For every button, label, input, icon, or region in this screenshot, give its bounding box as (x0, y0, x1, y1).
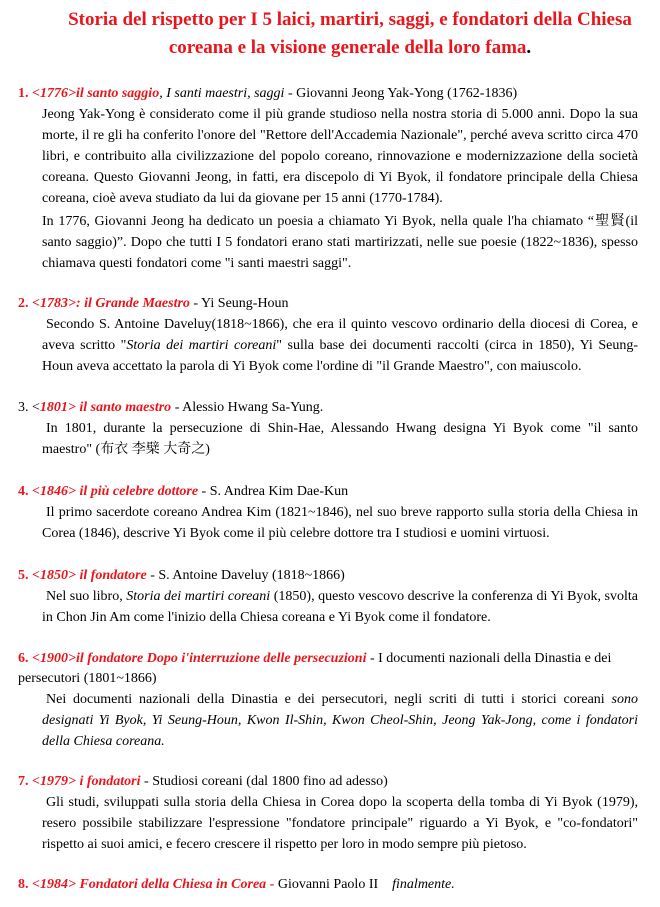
section-1850 (18, 566, 638, 628)
section-paragraph: Jeong Yak-Yong è considerato come il più grande studioso nella nostra storia di 5.000 anni. Dopo la sua morte, il re gli ha conferito l'onore del "Rettore dell'Accademia Nazionale", perché aveva scritto circa 470 libri, e contribuito alla civilizzazione del popolo coreano, rinnovazione e modernizzazione della società coreana. Questo Giovanni Jeong, in fatti, era discepolo di Yi Byok, il fondatore principale della Chiesa coreana, cioè aveva studiato da lui da giovane per 15 anni (1770-1784). (42, 107, 638, 206)
title-period: . (526, 37, 532, 58)
section-1783 (18, 294, 638, 377)
section-1984 (18, 875, 638, 895)
page-title (60, 6, 640, 62)
section-heading: 7. <1979> i fondatori - Studiosi coreani (dal 1800 fino ad adesso) (18, 774, 388, 789)
section-1900 (18, 649, 638, 752)
section-1846 (18, 482, 638, 544)
section-heading: 6. <1900>il fondatore Dopo i'interruzione delle persecuzioni - I documenti nazionali della Dinastia e dei persecutori (1801~1866) (18, 651, 612, 686)
section-heading: 3. <1801> il santo maestro - Alessio Hwang Sa-Yung. (18, 400, 324, 415)
section-paragraph: Il primo sacerdote coreano Andrea Kim (1821~1846), nel suo breve rapporto sulla storia della Chiesa in Corea (1846), descrive Yi Byok come il più celebre dottore tra I studiosi e uomini virtuosi. (42, 505, 638, 541)
section-heading: 1. <1776>il santo saggio, I santi maestri, saggi - Giovanni Jeong Yak-Yong (1762-1836) (18, 86, 518, 101)
section-paragraph: Nel suo libro, Storia dei martiri coreani (1850), questo vescovo descrive la conferenza di Yi Byok, svolta in Chon Jin Am come l'inizio della Chiesa coreana e Yi Byok come il fondatore. (42, 589, 638, 625)
section-paragraph: Secondo S. Antoine Daveluy(1818~1866), che era il quinto vescovo ordinario della diocesi di Corea, e aveva scritto "Storia dei martiri coreani" sulla base dei documenti raccolti (circa in 1850), Yi Seung-Houn aveva accettato la parola di Yi Byok come l'ordine di "il Grande Maestro", con maiuscolo. (42, 317, 638, 374)
section-1801 (18, 398, 638, 460)
section-heading: 2. <1783>: il Grande Maestro - Yi Seung-Houn (18, 296, 289, 311)
section-heading: 8. <1984> Fondatori della Chiesa in Corea - Giovanni Paolo II finalmente. (18, 877, 455, 892)
title-line-2: coreana e la visione generale della loro fama. (168, 37, 532, 58)
section-paragraph: Nei documenti nazionali della Dinastia e dei persecutori, negli scriti di tutti i storici coreani sono designati Yi Byok, Yi Seung-Houn, Kwon Il-Shin, Kwon Cheol-Shin, Jeong Yak-Jong, come i fondatori della Chiesa coreana. (42, 692, 638, 749)
section-1776 (18, 84, 638, 274)
section-paragraph: In 1801, durante la persecuzione di Shin-Hae, Alessando Hwang designa Yi Byok come "il santo maestro" (布衣 李檗 大奇之) (42, 421, 638, 457)
title-line-1: Storia del rispetto per I 5 laici, martiri, saggi, e fondatori della Chiesa (68, 9, 632, 30)
section-paragraph: Gli studi, sviluppati sulla storia della Chiesa in Corea dopo la scoperta della tomba di Yi Byok (1979), resero possibile stabilizzare l'espressione "fondatore principale" riguardo a Yi Byok, e "co-fondatori" rispetto ai suoi amici, e fecero crescere il rispetto per loro in modo sempre più pietoso. (42, 795, 638, 852)
section-paragraph-2: In 1776, Giovanni Jeong ha dedicato un poesia a chiamato Yi Byok, nella quale l'ha chiamato “聖賢(il santo saggio)”. Dopo che tutti I 5 fondatori erano stati martirizzati, nelle sue poesie (1822~1836), spesso chiamava questi fondatori come "i santi maestri saggi". (42, 214, 638, 271)
section-heading: 5. <1850> il fondatore - S. Antoine Daveluy (1818~1866) (18, 568, 345, 583)
section-heading: 4. <1846> il più celebre dottore - S. Andrea Kim Dae-Kun (18, 484, 349, 499)
section-1979 (18, 772, 638, 855)
